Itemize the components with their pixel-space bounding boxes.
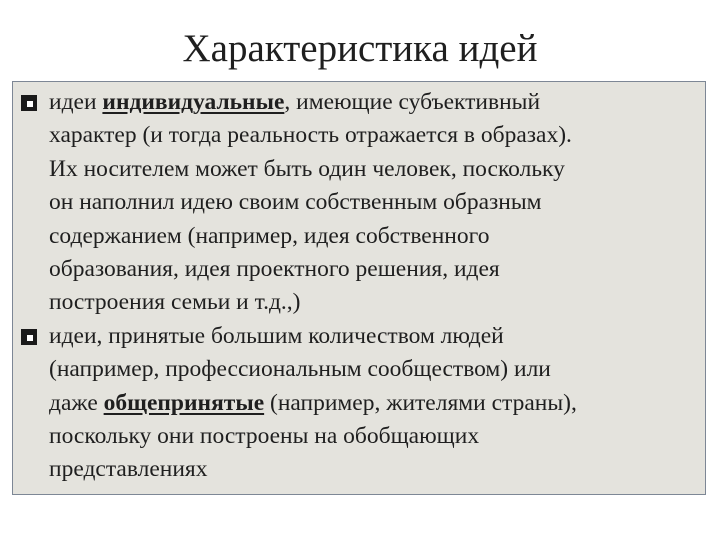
bullet-2-line-5: представлениях (49, 456, 208, 483)
bullet-1-text-pre: идеи (49, 89, 103, 115)
hollow-square-bullet-icon (21, 329, 37, 345)
bullet-2-text-post: (например, жителями страны), (264, 389, 577, 416)
bullet-1-line-2: характер (и тогда реальность отражается в образах). (49, 122, 572, 149)
hollow-square-bullet-icon (21, 95, 37, 111)
bullet-2-line-4: поскольку они построены на обобщающих (49, 423, 480, 450)
bullet-2-line-1: идеи, принятые большим количеством людей (49, 322, 504, 349)
bullet-item-individual-ideas (19, 86, 695, 320)
bullet-1-emphasis: индивидуальные (102, 89, 285, 115)
bullet-2-text-pre: даже (49, 389, 104, 416)
bullet-1-text-post: , имеющие субъективный (284, 89, 541, 115)
bullet-2-line-2: (например, профессиональным сообществом) или (49, 356, 551, 383)
bullet-1-line-1 (49, 86, 695, 119)
bullet-list (13, 82, 705, 487)
bullet-2-emphasis: общепринятые (103, 389, 265, 416)
content-box (12, 81, 706, 495)
bullet-1-line-7: построения семьи и т.д.,) (49, 289, 301, 316)
bullet-item-shared-ideas (19, 320, 695, 487)
bullet-2-line-3 (49, 387, 695, 420)
bullet-1-line-3: Их носителем может быть один человек, поскольку (49, 155, 565, 182)
bullet-1-line-4: он наполнил идею своим собственным образным (49, 189, 542, 216)
slide-title: Характеристика идей (182, 27, 538, 70)
bullet-1-line-5: содержанием (например, идея собственного (49, 222, 490, 249)
bullet-1-line-6: образования, идея проектного решения, идея (49, 256, 500, 283)
